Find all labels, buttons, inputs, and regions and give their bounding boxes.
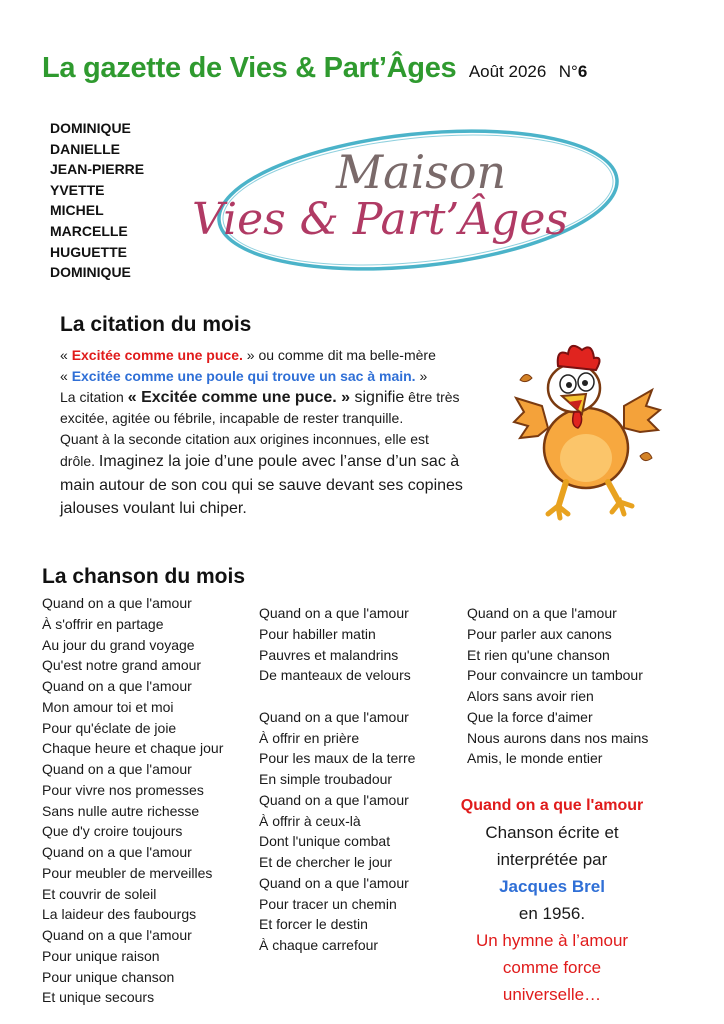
lyric-line: Quand on a que l'amour [42,595,192,611]
lyric-line: Et unique secours [42,989,155,1006]
stanza-break [259,686,415,707]
lyric-line: Et de chercher le jour [259,854,393,870]
citation-section-title: La citation du mois [60,313,252,336]
credit-tagline: Un hymne à l’amour [475,931,629,950]
lyric-line: Pour les maux de la terre [259,750,416,767]
lyric-line: Quand on a que l'amour [259,605,409,621]
quote-puce: Excitée comme une puce. [71,347,243,363]
resident-names-list [50,118,144,283]
citation-body [60,345,505,521]
credit-line: Chanson écrite et [485,823,619,842]
citation-line: main autour de son cou qui se sauve devant ses copines [60,476,463,494]
lyric-line: Sans nulle autre richesse [42,802,200,819]
citation-line: excitée, agitée ou fébrile, incapable de rester tranquille. [60,410,404,426]
resident-name: DOMINIQUE [50,120,131,136]
citation-line: Quant à la seconde citation aux origines inconnues, elle est [60,431,429,447]
credit-artist: Jacques Brel [499,877,605,896]
lyric-line: Quand on a que l'amour [259,708,409,725]
lyric-line: Quand on a que l'amour [42,844,192,860]
lyric-line: Quand on a que l'amour [42,761,192,777]
song-credits [452,792,652,1008]
lyric-line: À s'offrir en partage [42,615,164,632]
lyric-line: Que la force d'aimer [467,708,593,725]
issue-date: Août 2026 [468,62,547,81]
credit-tagline: universelle… [502,985,602,1004]
chanson-section-title: La chanson du mois [42,565,246,588]
lyric-line: Au jour du grand voyage [42,636,195,653]
lyric-line: Et rien qu'une chanson [467,646,610,663]
lyric-line: À offrir en prière [259,729,360,746]
resident-name: MARCELLE [50,222,128,239]
lyric-line: Et couvrir de soleil [42,885,157,902]
lyric-line: Pour tracer un chemin [259,895,397,912]
citation-line: drôle. Imaginez la joie d’une poule avec l’anse d’un sac à [60,453,460,470]
lyrics-column-3 [467,603,648,769]
lyric-line: Qu'est notre grand amour [42,657,202,674]
masthead [42,52,587,85]
lyric-line: Alors sans avoir rien [467,688,594,704]
lyric-line: Que d'y croire toujours [42,823,183,840]
lyric-line: Quand on a que l'amour [42,927,192,943]
citation-line: La citation « Excitée comme une puce. » signifie être très [60,389,460,406]
lyric-line: Amis, le monde entier [467,750,603,767]
citation-line: « Excitée comme une puce. » ou comme dit ma belle-mère [60,347,436,363]
credit-song-title: Quand on a que l'amour [460,797,644,814]
resident-name: MICHEL [50,202,104,219]
lyric-line: Dont l'unique combat [259,833,391,850]
lyric-line: En simple troubadour [259,771,393,787]
lyric-line: Pour unique chanson [42,968,175,985]
resident-name: YVETTE [50,181,105,198]
lyric-line: La laideur des faubourgs [42,906,197,923]
lyric-line: À offrir à ceux-là [259,812,361,829]
lyric-line: Pour qu'éclate de joie [42,719,177,736]
lyrics-column-2 [259,603,415,956]
lyric-line: Quand on a que l'amour [259,791,409,808]
lyric-line: Pour meubler de merveilles [42,864,213,881]
lyric-line: À chaque carrefour [259,937,379,953]
resident-name: HUGUETTE [50,243,127,260]
lyric-line: Chaque heure et chaque jour [42,740,224,757]
lyric-line: Mon amour toi et moi [42,698,174,715]
lyric-line: Quand on a que l'amour [42,678,192,694]
chicken-illustration [512,336,662,526]
citation-line: jalouses voulant lui chiper. [60,500,247,517]
resident-name: JEAN-PIERRE [50,161,145,178]
lyric-line: Quand on a que l'amour [259,874,409,891]
gazette-title: La gazette de Vies & Part’Âges [42,52,457,84]
lyric-line: De manteaux de velours [259,667,411,684]
lyric-line: Quand on a que l'amour [467,605,617,621]
lyric-line: Pour parler aux canons [467,625,612,642]
logo-name-text: Vies & Part’Âges [192,194,568,245]
citation-line: « Excitée comme une poule qui trouve un sac à main. » [60,368,428,384]
credit-tagline: comme force [502,958,602,977]
lyrics-column-1 [42,593,223,1008]
lyric-line: Pour convaincre un tambour [467,667,643,684]
issue-number: N°6 [558,62,588,81]
lyric-line: Pour habiller matin [259,625,376,642]
resident-name: DOMINIQUE [50,264,131,281]
lyric-line: Pour unique raison [42,947,160,964]
lyric-line: Pour vivre nos promesses [42,781,204,798]
lyric-line: Et forcer le destin [259,916,368,933]
credit-line: interprétée par [496,850,608,869]
credit-year: en 1956. [518,904,586,923]
logo-maison-text: Maison [336,145,507,199]
maison-logo [186,128,666,278]
lyric-line: Nous aurons dans nos mains [467,729,649,746]
lyric-line: Pauvres et malandrins [259,646,399,663]
quote-poule: Excitée comme une poule qui trouve un sac à main. [71,368,416,384]
resident-name: DANIELLE [50,140,120,157]
